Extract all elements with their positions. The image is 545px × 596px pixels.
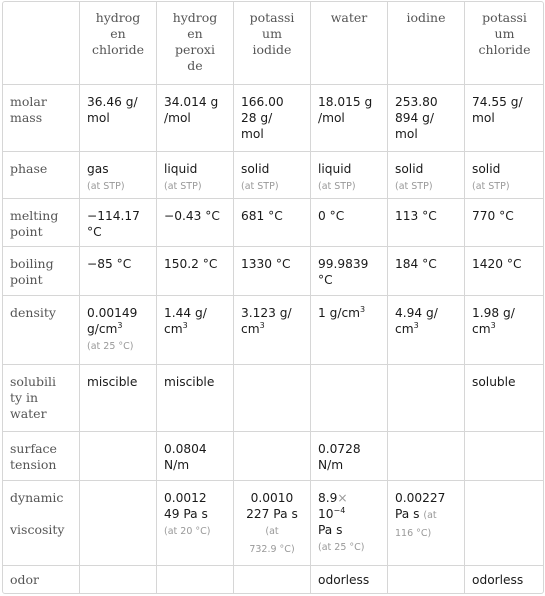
- table-cell: 770 °C: [472, 209, 514, 223]
- table-cell: miscible: [87, 375, 138, 389]
- table-cell: 36.46 g/ mol: [87, 95, 138, 125]
- column-header-hydrogen-peroxide: hydrog en peroxi de: [172, 10, 218, 73]
- table-cell: 0.00227 Pa s (at 116 °C): [395, 491, 446, 539]
- table-cell: miscible: [164, 375, 215, 389]
- row-label-dynamic-viscosity: dynamic viscosity: [10, 490, 65, 537]
- column-divider: [464, 2, 465, 593]
- row-divider: [3, 84, 543, 85]
- table-cell: liquid (at STP): [318, 162, 356, 192]
- table-cell: 1.98 g/ $cm^3$: [472, 306, 515, 336]
- table-cell: soluble: [472, 375, 516, 389]
- column-divider: [79, 2, 80, 593]
- column-header-hydrogen-chloride: hydrog en chloride: [92, 10, 144, 57]
- table-cell: solid (at STP): [241, 162, 279, 192]
- table-cell: odorless: [318, 573, 370, 587]
- table-cell: 166.00 28 g/ mol: [241, 95, 284, 141]
- table-cell: 0.0728 N/m: [318, 442, 361, 472]
- table-cell: −0.43 °C: [164, 209, 220, 223]
- row-label-density: density: [10, 305, 56, 320]
- table-cell: 113 °C: [395, 209, 437, 223]
- table-cell: 18.015 g /mol: [318, 95, 373, 125]
- table-cell: gas (at STP): [87, 162, 125, 192]
- table-cell: 681 °C: [241, 209, 283, 223]
- row-divider: [3, 364, 543, 365]
- row-divider: [3, 565, 543, 566]
- table-cell: 0.0012 49 Pa s (at 20 °C): [164, 491, 211, 537]
- column-header-potassium-chloride: potassi um chloride: [478, 10, 531, 57]
- table-cell: 74.55 g/ mol: [472, 95, 523, 125]
- table-cell: 0.00149 $g/cm^3$ (at 25 °C): [87, 306, 138, 352]
- table-cell: solid (at STP): [395, 162, 433, 192]
- table-cell: −85 °C: [87, 257, 132, 271]
- row-label-phase: phase: [10, 161, 48, 176]
- column-header-water: water: [330, 10, 368, 25]
- table-cell: 0 °C: [318, 209, 345, 223]
- column-header-iodine: iodine: [406, 10, 446, 25]
- column-header-potassium-iodide: potassi um iodide: [249, 10, 295, 57]
- table-cell: 8.9× $10^{-4}$ Pa s (at 25 °C): [318, 491, 365, 553]
- table-cell: 1420 °C: [472, 257, 522, 271]
- row-label-odor: odor: [10, 572, 40, 587]
- table-cell: 0.0804 N/m: [164, 442, 207, 472]
- table-cell: 34.014 g /mol: [164, 95, 219, 125]
- row-label-melting-point: melting point: [10, 208, 59, 239]
- table-cell: 1 $g/cm^3$: [318, 305, 366, 320]
- table-cell: 1330 °C: [241, 257, 291, 271]
- table-cell: 150.2 °C: [164, 257, 218, 271]
- table-cell: −114.17 °C: [87, 209, 140, 239]
- table-cell: 0.0010 227 Pa s (at 732.9 °C): [246, 491, 298, 555]
- row-label-boiling-point: boiling point: [10, 256, 54, 287]
- row-divider: [3, 246, 543, 247]
- table-cell: odorless: [472, 573, 524, 587]
- row-label-surface-tension: surface tension: [10, 441, 57, 472]
- row-divider: [3, 480, 543, 481]
- table-cell: 99.9839 °C: [318, 257, 369, 287]
- row-label-solubility-in-water: solubili ty in water: [10, 374, 56, 421]
- row-divider: [3, 198, 543, 199]
- table-cell: liquid (at STP): [164, 162, 202, 192]
- table-cell: 3.123 g/ $cm^3$: [241, 306, 292, 336]
- table-cell: 4.94 g/ $cm^3$: [395, 306, 438, 336]
- table-cell: 1.44 g/ $cm^3$: [164, 306, 207, 336]
- row-divider: [3, 295, 543, 296]
- table-cell: 184 °C: [395, 257, 437, 271]
- properties-table: [2, 1, 544, 594]
- table-cell: solid (at STP): [472, 162, 510, 192]
- row-divider: [3, 151, 543, 152]
- row-label-molar-mass: molar mass: [10, 94, 47, 125]
- table-cell: 253.80 894 g/ mol: [395, 95, 438, 141]
- row-divider: [3, 431, 543, 432]
